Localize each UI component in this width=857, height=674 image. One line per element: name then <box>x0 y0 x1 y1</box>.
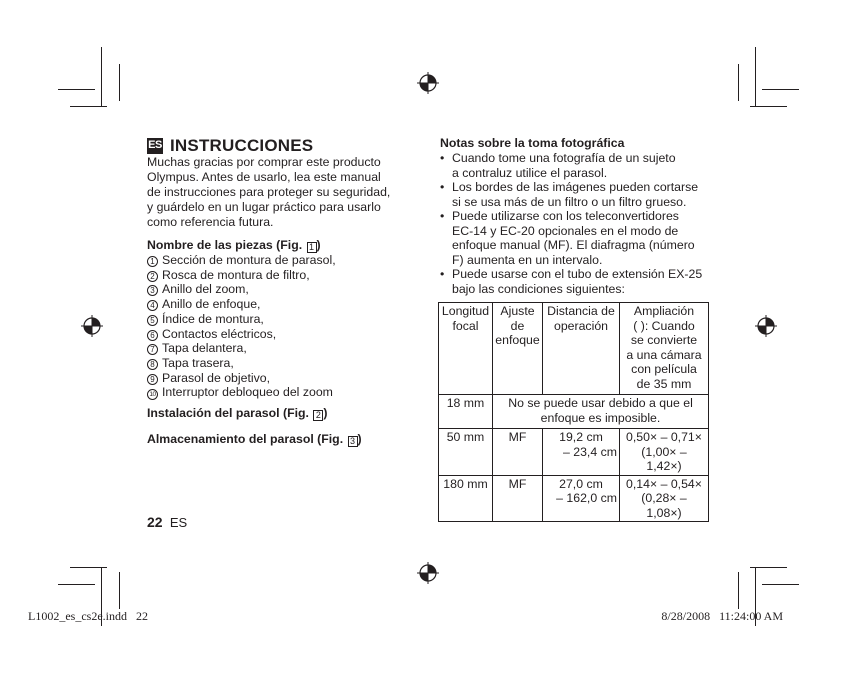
footer-file-slug: L1002_es_cs2e.indd 22 <box>28 609 148 623</box>
parts-list <box>147 253 336 400</box>
table-cell: 18 mm <box>439 395 493 429</box>
figure-ref-badge: 3 <box>348 436 358 447</box>
intro-line: Olympus. Antes de usarlo, lea este manual <box>147 170 381 184</box>
page-number: 22 ES <box>147 514 188 530</box>
table-header-cell: Ajuste de enfoque <box>493 303 543 395</box>
table-row <box>439 475 709 522</box>
table-row <box>439 429 709 476</box>
circled-number: 9 <box>147 374 158 385</box>
section-title <box>147 136 313 156</box>
list-item: 8 Tapa trasera, <box>147 356 336 371</box>
circled-number: 10 <box>147 389 158 400</box>
figure-ref-badge: 1 <box>307 242 317 253</box>
list-item: 1 Sección de montura de parasol, <box>147 253 336 268</box>
table-cell: 50 mm <box>439 429 493 476</box>
circled-number: 6 <box>147 330 158 341</box>
footer-timestamp: 8/28/2008 11:24:00 AM <box>661 609 783 623</box>
list-item: 9 Parasol de objetivo, <box>147 371 336 386</box>
intro-line: como referencia futura. <box>147 215 274 229</box>
list-item: 5 Índice de montura, <box>147 312 336 327</box>
list-item: 4 Anillo de enfoque, <box>147 297 336 312</box>
list-item: 3 Anillo del zoom, <box>147 282 336 297</box>
intro-line: Muchas gracias por comprar este producto <box>147 155 381 169</box>
table-cell: 0,14× – 0,54× (0,28× – 1,08×) <box>620 475 709 522</box>
circled-number: 5 <box>147 315 158 326</box>
circled-number: 7 <box>147 344 158 355</box>
table-header-cell: Ampliación ( ): Cuando se convierte a una cámara con película de 35 mm <box>620 303 709 395</box>
circled-number: 8 <box>147 359 158 370</box>
list-item: • Puede usarse con el tubo de extensión EX-25 bajo las condiciones siguientes: <box>440 267 720 296</box>
table-cell: No se puede usar debido a que el enfoque es imposible. <box>493 395 709 429</box>
table-cell: MF <box>493 475 543 522</box>
install-heading: Instalación del parasol (Fig. 2 ) <box>147 406 328 420</box>
list-item: 10 Interruptor debloqueo del zoom <box>147 385 336 400</box>
table-header-row <box>439 303 709 395</box>
circled-number: 3 <box>147 285 158 296</box>
table-header-cell: Longitud focal <box>439 303 493 395</box>
notes-list <box>440 151 720 296</box>
table-cell: 27,0 cm – 162,0 cm <box>543 475 620 522</box>
parts-heading: Nombre de las piezas (Fig. 1 ) <box>147 238 321 252</box>
list-item: 2 Rosca de montura de filtro, <box>147 268 336 283</box>
list-item: • Los bordes de las imágenes pueden cortarse si se usa más de un filtro o un filtro grueso. <box>440 180 720 209</box>
page-title: INSTRUCCIONES <box>170 136 314 155</box>
conditions-table <box>438 302 709 522</box>
table-cell: 180 mm <box>439 475 493 522</box>
registration-mark-bottom-icon <box>417 562 439 584</box>
storage-heading: Almacenamiento del parasol (Fig. 3 ) <box>147 432 362 446</box>
intro-line: y guárdelo en un lugar práctico para usarlo <box>147 200 381 214</box>
table-cell: MF <box>493 429 543 476</box>
circled-number: 2 <box>147 271 158 282</box>
list-item: 7 Tapa delantera, <box>147 341 336 356</box>
circled-number: 4 <box>147 300 158 311</box>
language-badge: ES <box>147 138 163 154</box>
circled-number: 1 <box>147 256 158 267</box>
registration-mark-top-icon <box>417 72 439 94</box>
intro-paragraph <box>147 155 417 230</box>
registration-mark-left-icon <box>81 315 103 337</box>
registration-mark-right-icon <box>755 315 777 337</box>
list-item: • Cuando tome una fotografía de un sujeto a contraluz utilice el parasol. <box>440 151 720 180</box>
list-item: 6 Contactos eléctricos, <box>147 327 336 342</box>
notes-heading: Notas sobre la toma fotográfica <box>440 136 625 150</box>
table-row <box>439 395 709 429</box>
table-header-cell: Distancia de operación <box>543 303 620 395</box>
intro-line: de instrucciones para proteger su seguridad, <box>147 185 391 199</box>
table-cell: 0,50× – 0,71× (1,00× – 1,42×) <box>620 429 709 476</box>
figure-ref-badge: 2 <box>313 410 323 421</box>
list-item: • Puede utilizarse con los teleconvertidores EC-14 y EC-20 opcionales en el modo de enfoque manual (MF). El diafragma (número F) aumenta en un intervalo. <box>440 209 720 267</box>
table-cell: 19,2 cm – 23,4 cm <box>543 429 620 476</box>
